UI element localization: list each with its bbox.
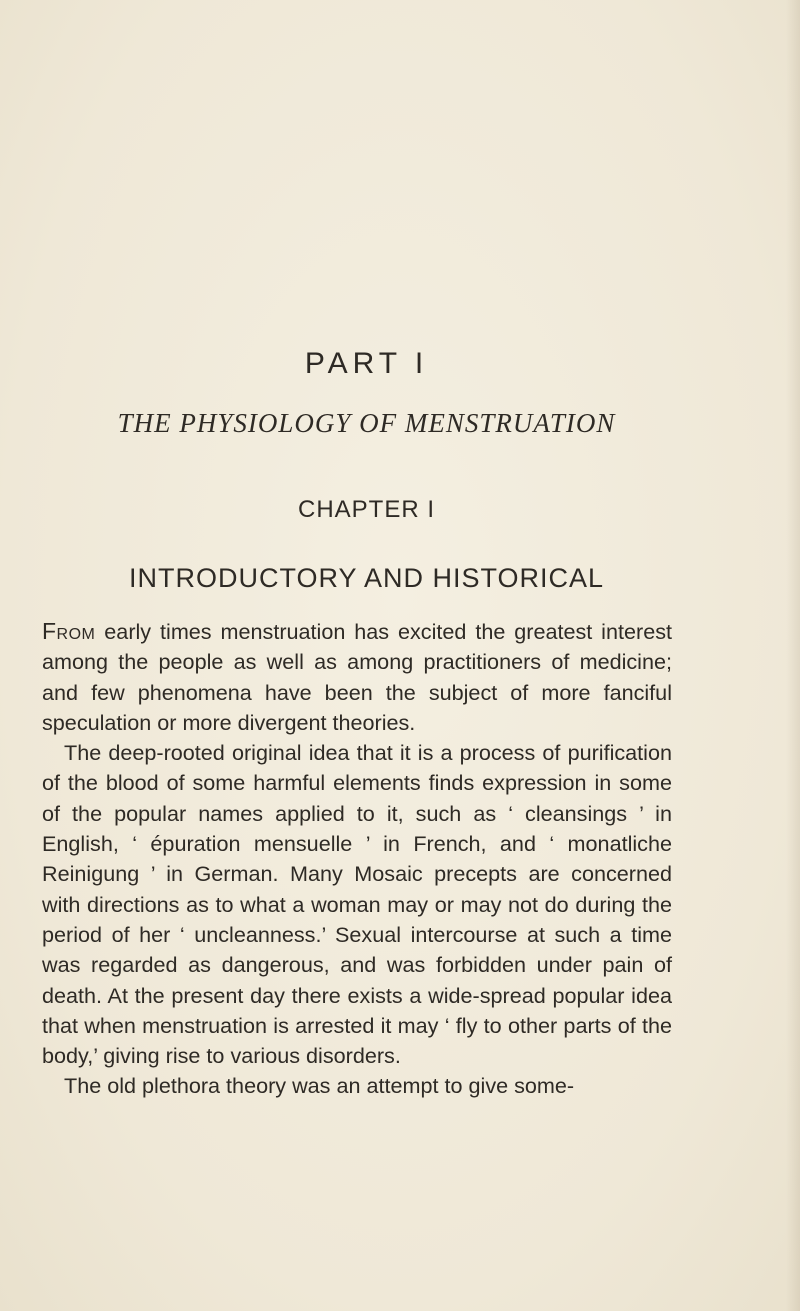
page-edge-shadow [786,0,800,1311]
part-heading: PART I [304,347,429,380]
chapter-number: CHAPTER I [297,496,435,523]
paragraph-2: The deep-rooted original idea that it is a process of purification of the blood of some harmful elements finds expression in some of the popular names applied to it, such as ‘ cleansings ’ in English, ‘ épuration mensuelle ’ in French, and ‘ monatliche Reinigung ’ in German. Many Mosaic precepts are concerned with directions as to what a woman may or may not do during the period of her ‘ uncleanness.’ Sexual intercourse at such a time was regarded as dangerous, and was forbidden under pain of death. At the present day there exists a wide-spread popular idea that when menstruation is arrested it may ‘ fly to other parts of the body,’ giving rise to various disorders. [42,740,672,1069]
paragraph-3: The old plethora theory was an attempt to give some- [64,1073,575,1099]
paragraph-1-text: early times menstruation has excited the greatest interest among the people as well as among practitioners of medicine; and few phenomena have been the subject of more fanciful speculation or more divergent theories. [42,619,672,735]
chapter-title: INTRODUCTORY AND HISTORICAL [128,563,605,593]
paragraph-lead-word: From [42,618,96,644]
paragraph-1 [42,616,672,738]
book-section-title: THE PHYSIOLOGY OF MENSTRUATION [117,408,616,438]
body-text [42,616,672,1102]
